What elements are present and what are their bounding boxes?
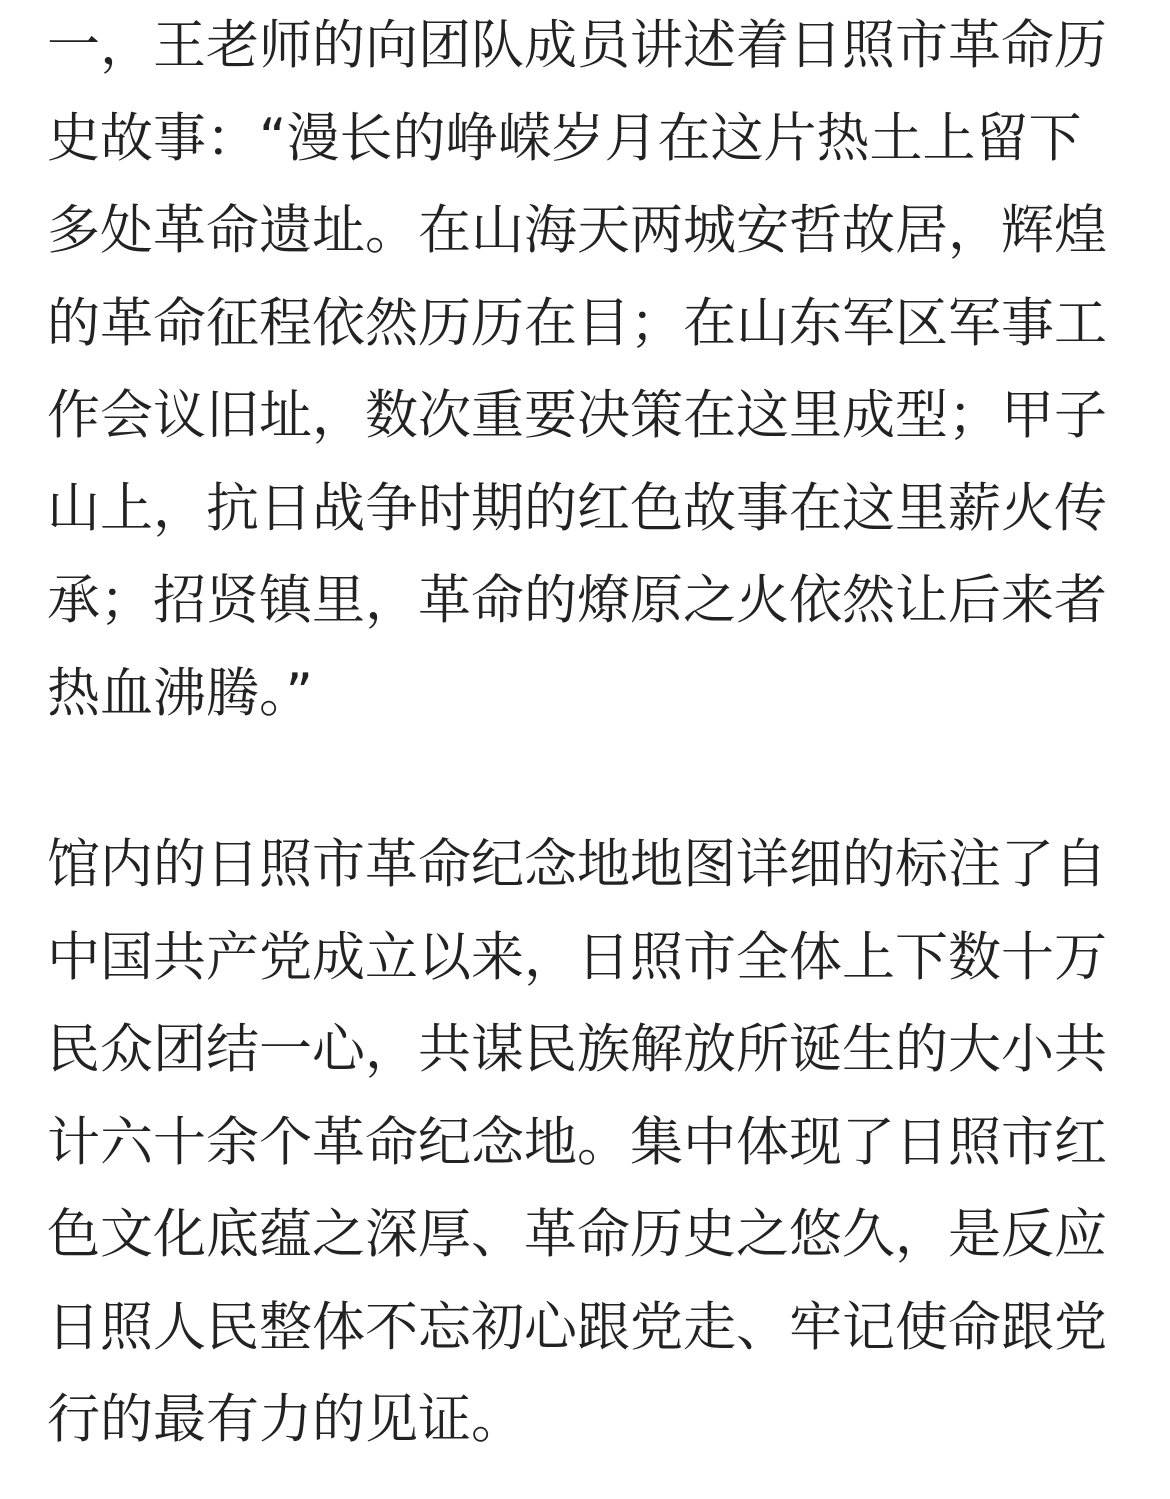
paragraph-gap — [47, 740, 1137, 819]
text-line: 山上，抗日战争时期的红色故事在这里薪火传 — [47, 477, 1107, 539]
text-line: 承；招贤镇里，革命的燎原之火依然让后来者 — [47, 570, 1107, 631]
text-line: 热血沸腾。” — [47, 662, 313, 724]
paragraph-story — [47, 0, 1137, 740]
paragraph-map — [47, 819, 1137, 1467]
text-line: 史故事：“漫长的峥嵘岁月在这片热土上留下 — [47, 107, 1082, 169]
text-line: 作会议旧址，数次重要决策在这里成型；甲子 — [47, 385, 1107, 446]
text-line: 中国共产党成立以来，日照市全体上下数十万 — [47, 926, 1107, 988]
text-line: 民众团结一心，共谋民族解放所诞生的大小共 — [47, 1019, 1107, 1080]
text-line: 计六十余个革命纪念地。集中体现了日照市红 — [47, 1111, 1107, 1173]
text-line: 行的最有力的见证。 — [47, 1389, 524, 1450]
text-line: 馆内的日照市革命纪念地地图详细的标注了自 — [47, 834, 1107, 895]
text-line: 色文化底蕴之深厚、革命历史之悠久，是反应 — [47, 1204, 1107, 1265]
text-line: 日照人民整体不忘初心跟党走、牢记使命跟党 — [47, 1296, 1107, 1358]
article-body — [47, 0, 1137, 1467]
text-line: 一，王老师的向团队成员讲述着日照市革命历 — [47, 15, 1107, 76]
text-line: 的革命征程依然历历在目；在山东军区军事工 — [47, 292, 1107, 354]
text-line: 多处革命遗址。在山海天两城安哲故居，辉煌 — [47, 200, 1107, 261]
